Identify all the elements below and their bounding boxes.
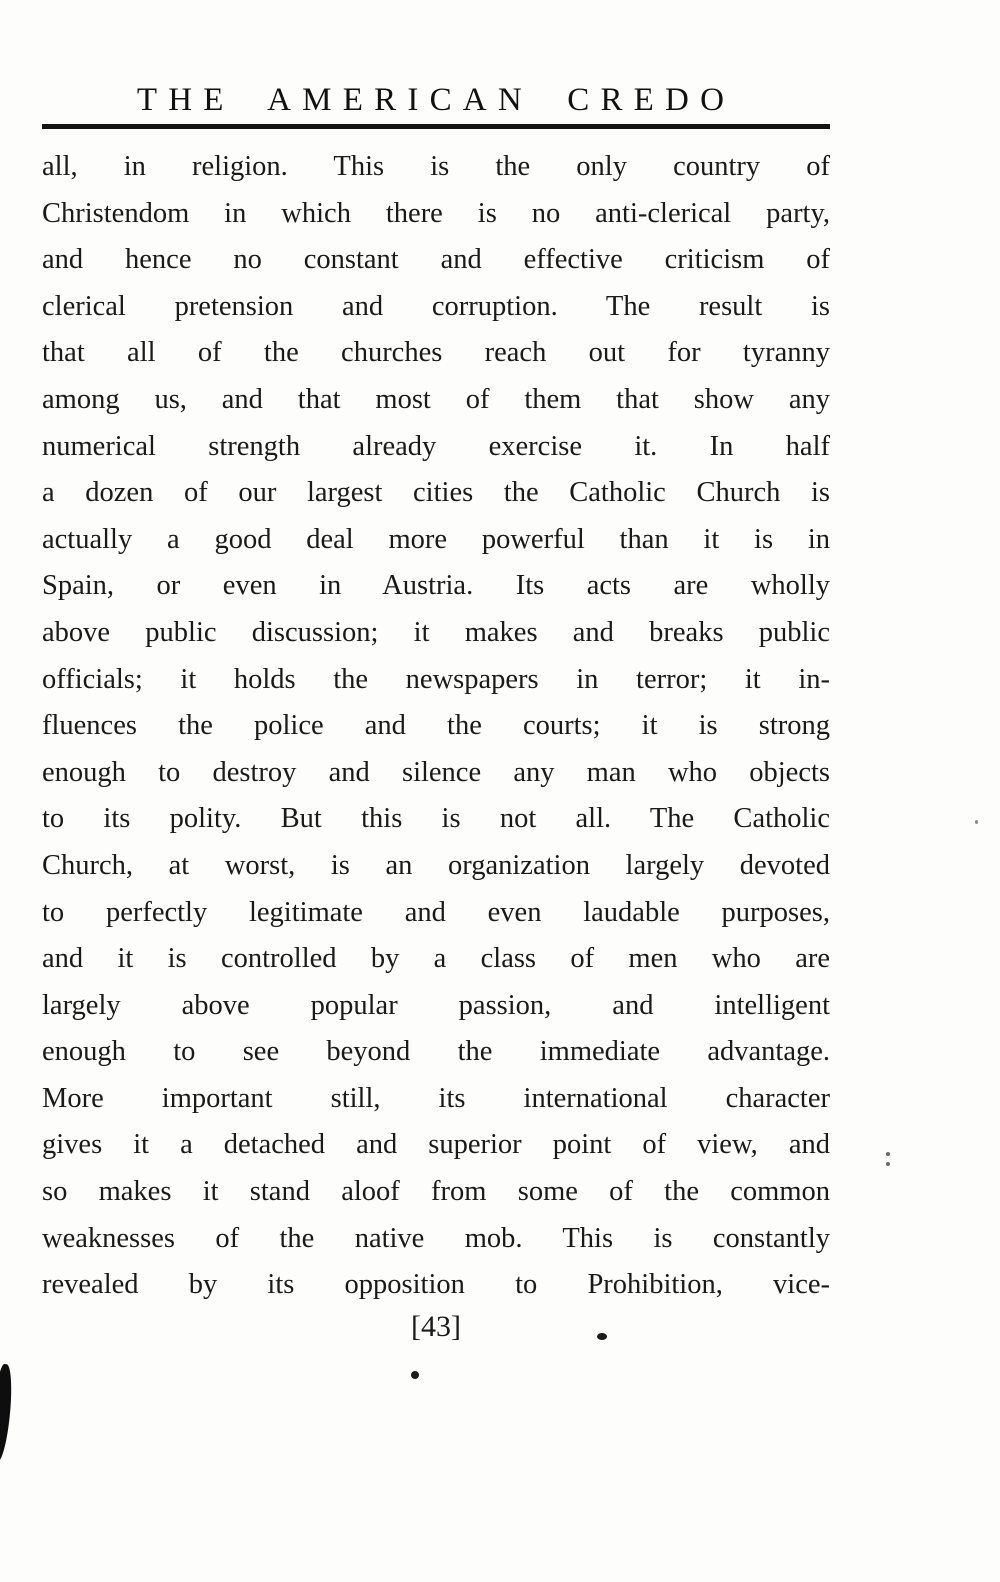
body-text-line: a dozen of our largest cities the Catholic Church is [42,477,830,509]
body-text-line: revealed by its opposition to Prohibition, vice- [42,1269,830,1301]
body-text-line: Spain, or even in Austria. Its acts are wholly [42,570,830,602]
body-text-line: fluences the police and the courts; it is strong [42,710,830,742]
scan-artifact-speck [886,1152,890,1156]
body-text-line: numerical strength already exercise it. In half [42,430,830,462]
body-text-line: largely above popular passion, and intelligent [42,989,830,1021]
scan-artifact-speck [975,820,978,824]
body-text-line: actually a good deal more powerful than it is in [42,523,830,555]
body-text-line: enough to see beyond the immediate advantage. [42,1036,830,1068]
scan-artifact-dot [411,1371,419,1379]
page-number: [43] [411,1310,461,1343]
body-text-line: Church, at worst, is an organization largely devoted [42,849,830,881]
body-text-line: officials; it holds the newspapers in terror; it in- [42,663,830,695]
body-text-line: More important still, its international character [42,1082,830,1114]
scan-artifact-smudge [0,1363,14,1462]
body-text-line: so makes it stand aloof from some of the common [42,1176,830,1208]
body-text-line: to its polity. But this is not all. The Catholic [42,803,830,835]
body-text-line: that all of the churches reach out for tyranny [42,337,830,369]
scan-artifact-dot [597,1333,607,1340]
body-text-line: gives it a detached and superior point of view, and [42,1129,830,1161]
running-header-title: THE AMERICAN CREDO [136,82,736,118]
body-text-line: to perfectly legitimate and even laudable purposes, [42,896,830,928]
body-text-line: above public discussion; it makes and breaks public [42,616,830,648]
body-text-line: and hence no constant and effective criticism of [42,244,830,276]
body-text-line: Christendom in which there is no anti-clerical party, [42,197,830,229]
body-text-line: among us, and that most of them that show any [42,383,830,415]
header-rule [42,124,830,129]
body-text [42,144,830,1309]
body-text-line: all, in religion. This is the only country of [42,151,830,182]
body-text-line: enough to destroy and silence any man who objects [42,756,830,788]
body-text-line: weaknesses of the native mob. This is constantly [42,1222,830,1254]
body-text-line: and it is controlled by a class of men who are [42,943,830,975]
body-text-line: clerical pretension and corruption. The result is [42,290,830,322]
